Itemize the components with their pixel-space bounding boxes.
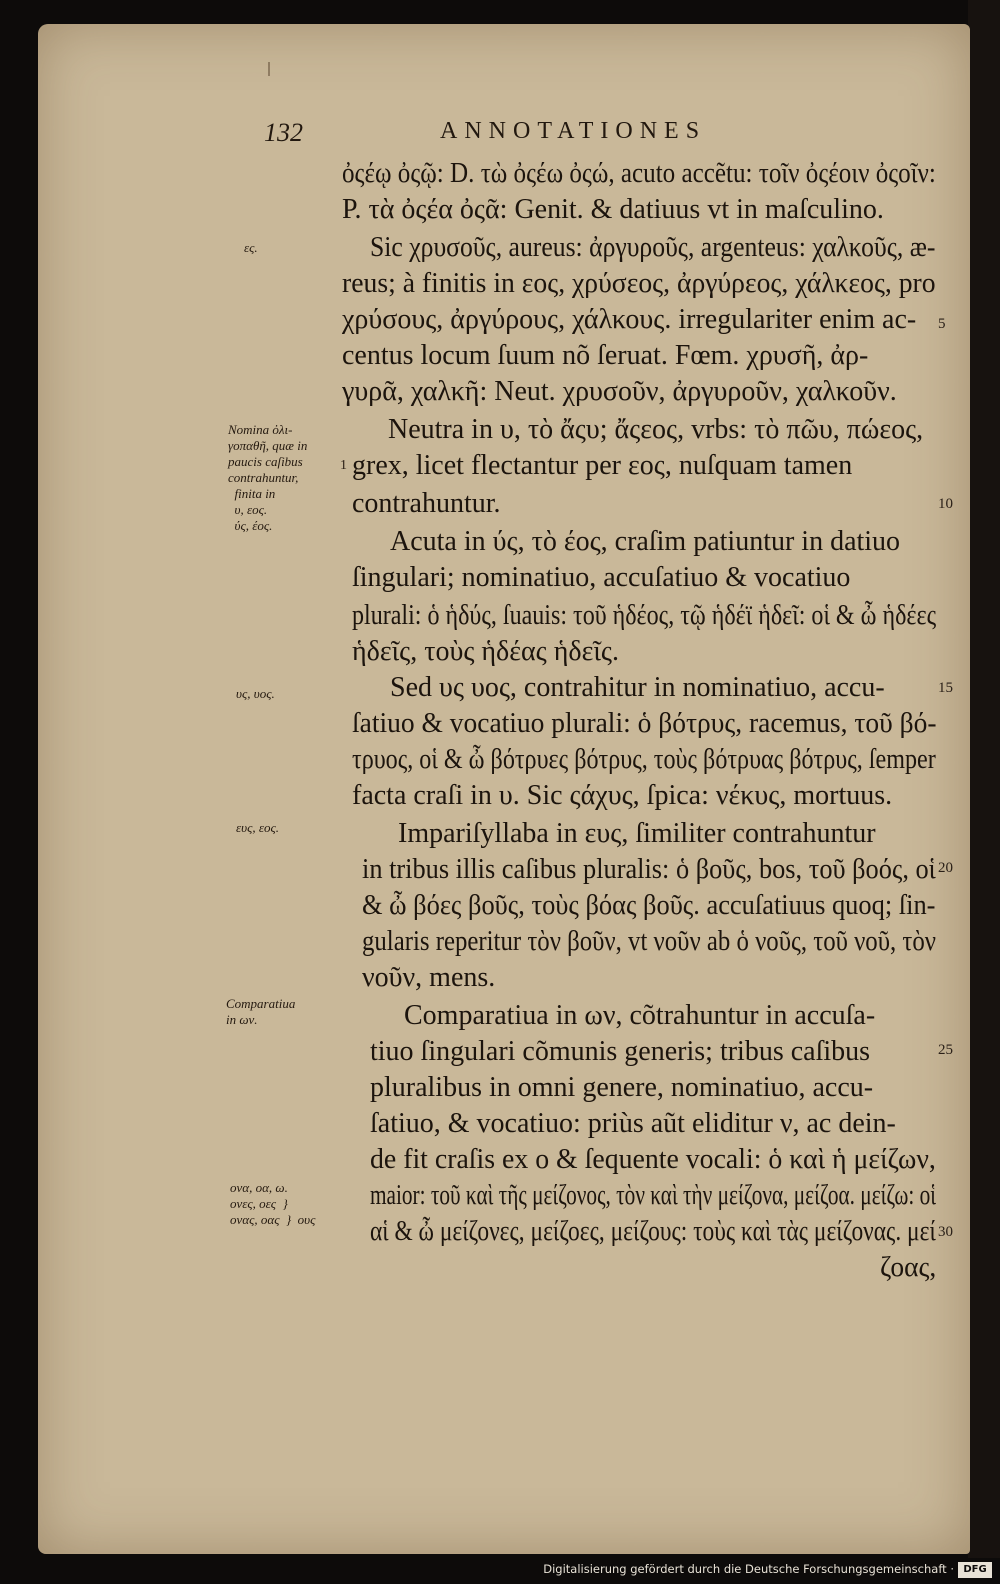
footnote-marker: 1	[340, 458, 347, 473]
line-number: 5	[938, 316, 946, 332]
text-line: τρυος, οἱ & ὦ βότρυες βότρυς, τοὺς βότρυας βότρυς, ſemper	[352, 744, 936, 775]
book-edge	[968, 0, 1000, 1560]
text-line: centus locum ſuum nõ ſeruat. Fœm. χρυσῆ, ἀρ-	[342, 340, 869, 371]
line-number: 25	[938, 1042, 953, 1058]
text-line: Sed υς υος, contrahitur in nominatiuo, accu-	[390, 672, 885, 703]
line-number: 30	[938, 1224, 953, 1240]
line-number: 10	[938, 496, 953, 512]
funding-credit: Digitalisierung gefördert durch die Deutsche Forschungsgemeinschaft ·	[543, 1562, 954, 1576]
text-line: Acuta in ύς, τὸ έος, craſim patiuntur in datiuo	[390, 526, 901, 557]
ink-mark	[268, 62, 270, 76]
footer-bar	[0, 1558, 1000, 1584]
text-line: γυρᾶ, χαλκῆ: Neut. χρυσοῦν, ἀργυροῦν, χαλκοῦν.	[342, 376, 897, 407]
text-line: contrahuntur.	[352, 488, 501, 519]
text-line: αἱ & ὦ μείζονες, μείζοες, μείζους: τοὺς καὶ τὰς μείζονας. μεί	[370, 1216, 936, 1247]
text-line: Neutra in υ, τὸ ἄςυ; ἄςεος, vrbs: τὸ πῶυ, πώεος,	[388, 414, 924, 445]
text-line: grex, licet flectantur per εος, nuſquam tamen	[352, 450, 853, 481]
text-line: plurali: ὁ ἡδύς, ſuauis: τοῦ ἡδέος, τῷ ἡδέϊ ἡδεῖ: οἱ & ὦ ἡδέες	[352, 600, 937, 631]
text-line: ſingulari; nominatiuo, accuſatiuo & vocatiuo	[352, 562, 851, 593]
margin-note: Comparatiua in ων.	[226, 996, 296, 1027]
text-line: maior: τοῦ καὶ τῆς μείζονος, τὸν καὶ τὴν μείζονα, μείζοα. μείζω: οἱ	[370, 1180, 936, 1211]
text-line: νοῦν, mens.	[362, 962, 496, 993]
text-line: Impariſyllaba in ευς, ſimiliter contrahuntur	[398, 818, 876, 849]
text-line: ſatiuo, & vocatiuo: priùs aũt eliditur ν, ac dein-	[370, 1108, 896, 1139]
text-line: facta craſi in υ. Sic ςάχυς, ſpica: νέκυς, mortuus.	[352, 780, 893, 811]
text-line: & ὦ βόες βοῦς, τοὺς βόας βοῦς. accuſatiuus quoq; ſin-	[362, 890, 936, 921]
text-line: χρύσους, ἀργύρους, χάλκους. irregulariter enim ac-	[342, 304, 917, 335]
text-line: Comparatiua in ων, cõtrahuntur in accuſa-	[404, 1000, 876, 1031]
dfg-logo: DFG	[958, 1562, 992, 1578]
text-line: Sic χρυσοῦς, aureus: ἀργυροῦς, argenteus: χαλκοῦς, æ-	[370, 232, 936, 263]
text-line: ὀςέῳ ὀςῷ: D. τὼ ὀςέω ὀςώ, acuto accẽtu: τοῖν ὀςέοιν ὀςοῖν:	[342, 158, 936, 189]
text-line: ζοας,	[880, 1252, 937, 1283]
margin-note: υς, υος.	[236, 686, 275, 701]
text-line: ſatiuo & vocatiuo plurali: ὁ βότρυς, racemus, τοῦ βό-	[352, 708, 937, 739]
running-head: ANNOTATIONES	[440, 118, 707, 144]
line-number: 20	[938, 860, 953, 876]
line-number: 15	[938, 680, 953, 696]
text-line: de fit craſis ex ο & ſequente vocali: ὁ καὶ ἡ μείζων,	[370, 1144, 936, 1175]
margin-note: ονα, οα, ω. ονες, οες } ονας, οας } ους	[230, 1180, 316, 1227]
text-line: pluralibus in omni genere, nominatiuo, accu-	[370, 1072, 874, 1103]
text-line: in tribus illis caſibus pluralis: ὁ βοῦς, bos, τοῦ βοός, οἱ	[362, 854, 936, 885]
text-line: ἡδεῖς, τοὺς ἡδέας ἡδεῖς.	[352, 636, 619, 667]
text-line: tiuo ſingulari cõmunis generis; tribus caſibus	[370, 1036, 871, 1067]
text-line: reus; à finitis in εος, χρύσεος, ἀργύρεος, χάλκεος, pro	[342, 268, 936, 299]
text-line: gularis reperitur τὸν βοῦν, vt νοῦν ab ὁ νοῦς, τοῦ νοῦ, τὸν	[362, 926, 936, 957]
margin-note: ευς, εος.	[236, 820, 280, 835]
margin-note: ες.	[244, 240, 258, 255]
margin-note: Nomina ὀλι- γοπαθῆ, quæ in paucis caſibus contrahuntur, finita in υ, εος. ύς, έος.	[228, 422, 308, 533]
page-number: 132	[264, 118, 303, 147]
text-line: P. τὰ ὀςέα ὀςᾶ: Genit. & datiuus vt in maſculino.	[342, 194, 884, 225]
